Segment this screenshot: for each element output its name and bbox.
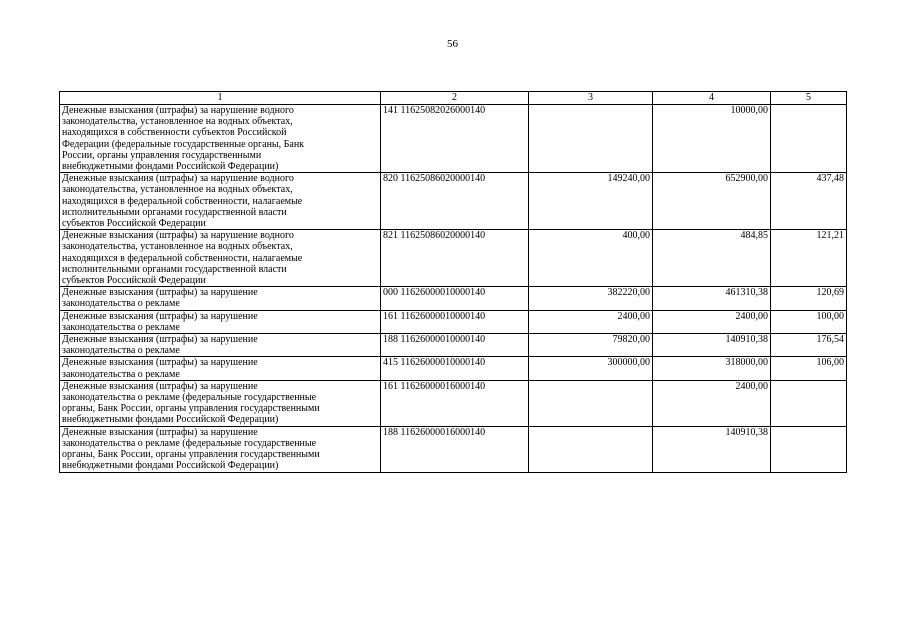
column-header: 2 bbox=[381, 92, 529, 105]
row-code: 821 11625086020000140 bbox=[381, 230, 529, 287]
column-header: 5 bbox=[771, 92, 847, 105]
row-description: Денежные взыскания (штрафы) за нарушение водного законодательства, установленное на водных объектах, находящихся в федеральной собственности, налагаемые исполнительными органами государственной власти субъектов Российской Федерации bbox=[60, 230, 381, 287]
table-row bbox=[60, 426, 847, 472]
row-value-col3: 300000,00 bbox=[529, 357, 653, 380]
row-value-col5: 120,69 bbox=[771, 287, 847, 310]
table-row bbox=[60, 173, 847, 230]
row-value-col5 bbox=[771, 105, 847, 173]
row-value-col3: 79820,00 bbox=[529, 334, 653, 357]
row-description: Денежные взыскания (штрафы) за нарушение водного законодательства, установленное на водных объектах, находящихся в федеральной собственности, налагаемые исполнительными органами государственной власти субъектов Российской Федерации bbox=[60, 173, 381, 230]
row-value-col5: 121,21 bbox=[771, 230, 847, 287]
table-row bbox=[60, 380, 847, 426]
row-code: 820 11625086020000140 bbox=[381, 173, 529, 230]
row-value-col3: 382220,00 bbox=[529, 287, 653, 310]
row-value-col4: 140910,38 bbox=[653, 334, 771, 357]
row-description: Денежные взыскания (штрафы) за нарушение водного законодательства, установленное на водных объектах, находящихся в собственности субъектов Российской Федерации (федеральные государственные органы, Банк России, органы управления государственными внебюджетными фондами Российской Федерации) bbox=[60, 105, 381, 173]
row-code: 415 11626000010000140 bbox=[381, 357, 529, 380]
table-row bbox=[60, 357, 847, 380]
column-header: 4 bbox=[653, 92, 771, 105]
row-code: 000 11626000010000140 bbox=[381, 287, 529, 310]
table-row bbox=[60, 105, 847, 173]
row-value-col3: 400,00 bbox=[529, 230, 653, 287]
budget-table bbox=[59, 91, 847, 473]
row-value-col3 bbox=[529, 380, 653, 426]
row-description: Денежные взыскания (штрафы) за нарушение законодательства о рекламе bbox=[60, 357, 381, 380]
row-value-col4: 484,85 bbox=[653, 230, 771, 287]
row-value-col5: 176,54 bbox=[771, 334, 847, 357]
row-code: 141 11625082026000140 bbox=[381, 105, 529, 173]
table-header-row bbox=[60, 92, 847, 105]
row-description: Денежные взыскания (штрафы) за нарушение законодательства о рекламе (федеральные государственные органы, Банк России, органы управления государственными внебюджетными фондами Российской Федерации) bbox=[60, 380, 381, 426]
row-value-col4: 2400,00 bbox=[653, 310, 771, 333]
row-value-col4: 652900,00 bbox=[653, 173, 771, 230]
row-value-col5 bbox=[771, 426, 847, 472]
row-value-col4: 140910,38 bbox=[653, 426, 771, 472]
table-row bbox=[60, 334, 847, 357]
row-description: Денежные взыскания (штрафы) за нарушение законодательства о рекламе (федеральные государственные органы, Банк России, органы управления государственными внебюджетными фондами Российской Федерации) bbox=[60, 426, 381, 472]
column-header: 1 bbox=[60, 92, 381, 105]
row-value-col4: 2400,00 bbox=[653, 380, 771, 426]
column-header: 3 bbox=[529, 92, 653, 105]
row-value-col3: 2400,00 bbox=[529, 310, 653, 333]
page-number: 56 bbox=[447, 38, 458, 50]
row-value-col5 bbox=[771, 380, 847, 426]
row-value-col5: 106,00 bbox=[771, 357, 847, 380]
table-row bbox=[60, 230, 847, 287]
row-value-col3 bbox=[529, 426, 653, 472]
table-row bbox=[60, 310, 847, 333]
table-row bbox=[60, 287, 847, 310]
row-description: Денежные взыскания (штрафы) за нарушение законодательства о рекламе bbox=[60, 287, 381, 310]
row-value-col4: 10000,00 bbox=[653, 105, 771, 173]
row-value-col5: 437,48 bbox=[771, 173, 847, 230]
row-value-col3: 149240,00 bbox=[529, 173, 653, 230]
row-description: Денежные взыскания (штрафы) за нарушение законодательства о рекламе bbox=[60, 334, 381, 357]
row-value-col4: 461310,38 bbox=[653, 287, 771, 310]
row-value-col4: 318000,00 bbox=[653, 357, 771, 380]
row-description: Денежные взыскания (штрафы) за нарушение законодательства о рекламе bbox=[60, 310, 381, 333]
row-code: 161 11626000016000140 bbox=[381, 380, 529, 426]
row-code: 188 11626000016000140 bbox=[381, 426, 529, 472]
row-code: 161 11626000010000140 bbox=[381, 310, 529, 333]
row-value-col5: 100,00 bbox=[771, 310, 847, 333]
row-code: 188 11626000010000140 bbox=[381, 334, 529, 357]
row-value-col3 bbox=[529, 105, 653, 173]
